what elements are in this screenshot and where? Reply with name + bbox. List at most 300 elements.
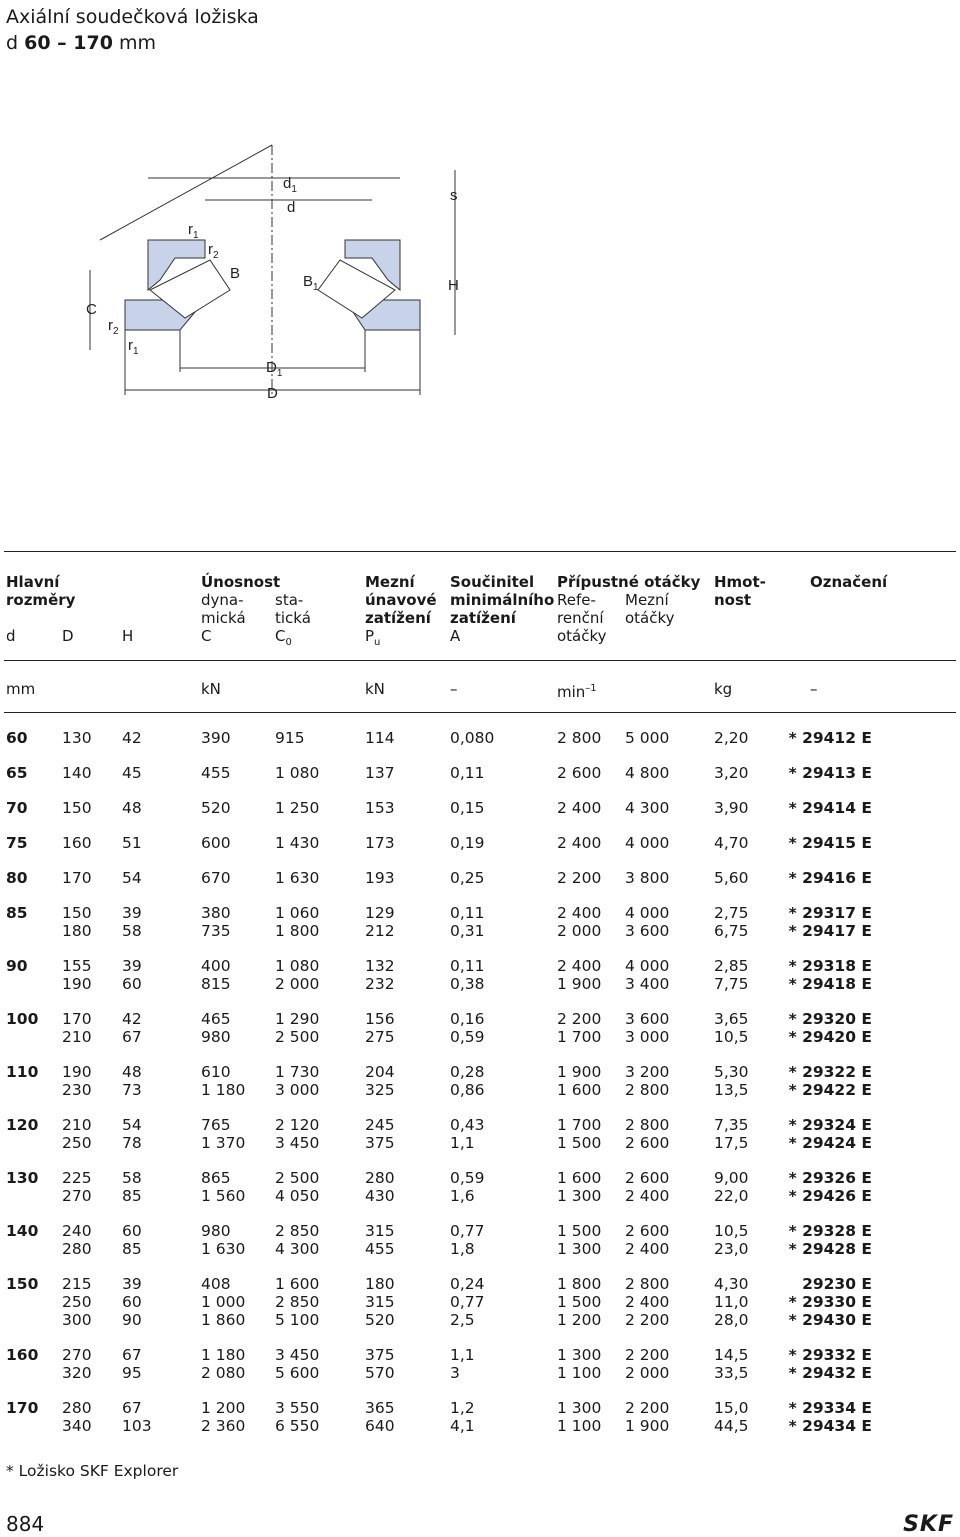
table-cell: 5 100 xyxy=(275,1311,320,1329)
table-cell: 78 xyxy=(122,1134,142,1152)
table-cell: 67 xyxy=(122,1399,142,1417)
table-row xyxy=(0,1417,960,1435)
table-row xyxy=(0,1116,960,1134)
table-row xyxy=(0,1222,960,1240)
cell-d: 170 xyxy=(6,1399,39,1417)
table-cell: 153 xyxy=(365,799,395,817)
table-cell: 170 xyxy=(62,869,92,887)
unit-kn-fatigue: kN xyxy=(365,680,385,698)
cell-designation: * 29413 E xyxy=(788,764,872,782)
table-cell: 1 300 xyxy=(557,1240,602,1258)
table-cell: 193 xyxy=(365,869,395,887)
table-cell: 2,85 xyxy=(714,957,749,975)
table-cell: 270 xyxy=(62,1187,92,1205)
hdr-speeds: Přípustné otáčky xyxy=(557,573,701,591)
table-cell: 455 xyxy=(365,1240,395,1258)
table-cell: 90 xyxy=(122,1311,142,1329)
table-cell: 1 250 xyxy=(275,799,320,817)
table-top-rule xyxy=(4,551,956,552)
cell-d: 140 xyxy=(6,1222,39,1240)
row-group xyxy=(0,1399,960,1435)
footnote: * Ložisko SKF Explorer xyxy=(6,1462,179,1480)
hdr-factor: Součinitel minimálního zatížení xyxy=(450,573,555,627)
table-cell: 980 xyxy=(201,1028,231,1046)
table-cell: 1 900 xyxy=(557,975,602,993)
table-cell: 915 xyxy=(275,729,305,747)
table-cell: 0,11 xyxy=(450,904,485,922)
table-cell: 2 200 xyxy=(625,1346,670,1364)
table-cell: 2 000 xyxy=(625,1364,670,1382)
table-cell: 0,28 xyxy=(450,1063,485,1081)
table-cell: 1,6 xyxy=(450,1187,475,1205)
table-cell: 1 100 xyxy=(557,1364,602,1382)
label-H: H xyxy=(448,277,459,294)
unit-dash-factor: – xyxy=(450,680,458,698)
table-cell: 240 xyxy=(62,1222,92,1240)
table-row xyxy=(0,1063,960,1081)
table-cell: 215 xyxy=(62,1275,92,1293)
table-cell: 280 xyxy=(62,1240,92,1258)
hdr-main-dims: Hlavní rozměry xyxy=(6,573,76,609)
table-cell: 5 600 xyxy=(275,1364,320,1382)
table-cell: 10,5 xyxy=(714,1222,749,1240)
cell-d: 85 xyxy=(6,904,28,922)
table-cell: 2 200 xyxy=(625,1399,670,1417)
table-cell: 210 xyxy=(62,1116,92,1134)
table-cell: 160 xyxy=(62,834,92,852)
cell-designation: * 29426 E xyxy=(788,1187,872,1205)
table-cell: 455 xyxy=(201,764,231,782)
table-cell: 2 200 xyxy=(557,869,602,887)
table-cell: 280 xyxy=(62,1399,92,1417)
table-cell: 48 xyxy=(122,799,142,817)
label-r2-lower: $r_2$ xyxy=(108,317,119,337)
label-B1: $B_1$ xyxy=(303,273,319,293)
cell-designation: * 29417 E xyxy=(788,922,872,940)
table-cell: 430 xyxy=(365,1187,395,1205)
table-cell: 400 xyxy=(201,957,231,975)
table-cell: 45 xyxy=(122,764,142,782)
table-cell: 180 xyxy=(62,922,92,940)
table-cell: 1 500 xyxy=(557,1222,602,1240)
table-cell: 2 000 xyxy=(557,922,602,940)
table-cell: 180 xyxy=(365,1275,395,1293)
table-cell: 130 xyxy=(62,729,92,747)
table-cell: 1 300 xyxy=(557,1187,602,1205)
cell-d: 150 xyxy=(6,1275,39,1293)
table-cell: 2 200 xyxy=(625,1311,670,1329)
table-cell: 2 850 xyxy=(275,1222,320,1240)
cell-designation: * 29430 E xyxy=(788,1311,872,1329)
page-title-block xyxy=(6,4,259,56)
table-row xyxy=(0,834,960,852)
cell-designation: * 29320 E xyxy=(788,1010,872,1028)
cell-d: 65 xyxy=(6,764,28,782)
row-group xyxy=(0,729,960,747)
table-row xyxy=(0,1010,960,1028)
table-cell: 1 370 xyxy=(201,1134,246,1152)
table-cell: 210 xyxy=(62,1028,92,1046)
cell-designation: * 29412 E xyxy=(788,729,872,747)
row-group xyxy=(0,799,960,817)
table-cell: 17,5 xyxy=(714,1134,749,1152)
sym-H: H xyxy=(122,627,134,645)
label-r2: $r_2$ xyxy=(208,241,219,261)
table-row xyxy=(0,922,960,940)
table-cell: 1 200 xyxy=(201,1399,246,1417)
table-cell: 0,15 xyxy=(450,799,485,817)
table-cell: 2 800 xyxy=(625,1275,670,1293)
table-cell: 11,0 xyxy=(714,1293,749,1311)
table-cell: 4,70 xyxy=(714,834,749,852)
row-group xyxy=(0,1063,960,1099)
table-cell: 1 300 xyxy=(557,1346,602,1364)
table-cell: 3 600 xyxy=(625,922,670,940)
cell-designation: * 29326 E xyxy=(788,1169,872,1187)
table-cell: 9,00 xyxy=(714,1169,749,1187)
table-cell: 250 xyxy=(62,1134,92,1152)
table-row xyxy=(0,1275,960,1293)
table-cell: 85 xyxy=(122,1187,142,1205)
sym-A: A xyxy=(450,627,461,645)
cell-d: 80 xyxy=(6,869,28,887)
table-cell: 520 xyxy=(201,799,231,817)
cell-designation: * 29334 E xyxy=(788,1399,872,1417)
cell-d: 70 xyxy=(6,799,28,817)
table-cell: 3 600 xyxy=(625,1010,670,1028)
table-cell: 1 080 xyxy=(275,957,320,975)
table-cell: 1 900 xyxy=(557,1063,602,1081)
table-cell: 520 xyxy=(365,1311,395,1329)
table-cell: 390 xyxy=(201,729,231,747)
table-cell: 13,5 xyxy=(714,1081,749,1099)
cell-designation: * 29330 E xyxy=(788,1293,872,1311)
hdr-fatigue: Mezní únavové zatížení xyxy=(365,573,437,627)
cell-designation: * 29324 E xyxy=(788,1116,872,1134)
table-cell: 1,1 xyxy=(450,1134,475,1152)
table-cell: 610 xyxy=(201,1063,231,1081)
table-cell: 2 400 xyxy=(625,1293,670,1311)
table-row xyxy=(0,1240,960,1258)
table-cell: 1,2 xyxy=(450,1399,475,1417)
table-cell: 1 000 xyxy=(201,1293,246,1311)
table-cell: 245 xyxy=(365,1116,395,1134)
table-cell: 375 xyxy=(365,1134,395,1152)
table-cell: 0,59 xyxy=(450,1169,485,1187)
table-cell: 2,20 xyxy=(714,729,749,747)
table-cell: 0,59 xyxy=(450,1028,485,1046)
table-cell: 28,0 xyxy=(714,1311,749,1329)
table-cell: 1 800 xyxy=(557,1275,602,1293)
cell-d: 60 xyxy=(6,729,28,747)
table-cell: 1 060 xyxy=(275,904,320,922)
table-cell: 1 860 xyxy=(201,1311,246,1329)
table-cell: 2 360 xyxy=(201,1417,246,1435)
table-cell: 15,0 xyxy=(714,1399,749,1417)
cell-designation: * 29432 E xyxy=(788,1364,872,1382)
cell-designation: * 29428 E xyxy=(788,1240,872,1258)
table-cell: 51 xyxy=(122,834,142,852)
table-cell: 44,5 xyxy=(714,1417,749,1435)
table-row xyxy=(0,1169,960,1187)
table-cell: 1 730 xyxy=(275,1063,320,1081)
table-cell: 2 800 xyxy=(625,1081,670,1099)
table-cell: 39 xyxy=(122,904,142,922)
label-D1: $D_1$ xyxy=(266,359,283,379)
cell-designation: * 29322 E xyxy=(788,1063,872,1081)
table-cell: 0,38 xyxy=(450,975,485,993)
table-row xyxy=(0,729,960,747)
table-cell: 1 200 xyxy=(557,1311,602,1329)
table-cell: 408 xyxy=(201,1275,231,1293)
table-cell: 3 400 xyxy=(625,975,670,993)
table-cell: 3 000 xyxy=(275,1081,320,1099)
table-row xyxy=(0,1364,960,1382)
table-cell: 0,86 xyxy=(450,1081,485,1099)
table-cell: 95 xyxy=(122,1364,142,1382)
table-cell: 1 800 xyxy=(275,922,320,940)
table-cell: 39 xyxy=(122,1275,142,1293)
table-cell: 190 xyxy=(62,1063,92,1081)
table-cell: 54 xyxy=(122,1116,142,1134)
hdr-mass: Hmot- nost xyxy=(714,573,766,609)
table-cell: 2 200 xyxy=(557,1010,602,1028)
cell-designation: * 29420 E xyxy=(788,1028,872,1046)
table-cell: 3,20 xyxy=(714,764,749,782)
cell-designation: * 29422 E xyxy=(788,1081,872,1099)
table-cell: 2 500 xyxy=(275,1169,320,1187)
table-cell: 365 xyxy=(365,1399,395,1417)
table-cell: 1 700 xyxy=(557,1116,602,1134)
table-row xyxy=(0,869,960,887)
cell-designation: * 29328 E xyxy=(788,1222,872,1240)
cell-designation: * 29414 E xyxy=(788,799,872,817)
hdr-stat: sta- tická xyxy=(275,591,311,627)
sym-C: C xyxy=(201,627,212,645)
unit-min: $\min^{-1}$ xyxy=(557,683,597,701)
table-cell: 315 xyxy=(365,1293,395,1311)
table-cell: 2,5 xyxy=(450,1311,475,1329)
cell-d: 130 xyxy=(6,1169,39,1187)
table-row xyxy=(0,1311,960,1329)
table-cell: 1 700 xyxy=(557,1028,602,1046)
table-cell: 1,8 xyxy=(450,1240,475,1258)
table-cell: 0,11 xyxy=(450,764,485,782)
cell-d: 100 xyxy=(6,1010,39,1028)
table-cell: 3 000 xyxy=(625,1028,670,1046)
table-cell: 2 120 xyxy=(275,1116,320,1134)
table-cell: 340 xyxy=(62,1417,92,1435)
table-cell: 250 xyxy=(62,1293,92,1311)
table-cell: 1 300 xyxy=(557,1399,602,1417)
table-cell: 0,24 xyxy=(450,1275,485,1293)
table-cell: 1 600 xyxy=(557,1081,602,1099)
cell-designation: * 29418 E xyxy=(788,975,872,993)
table-cell: 39 xyxy=(122,957,142,975)
cell-designation: * 29318 E xyxy=(788,957,872,975)
table-cell: 204 xyxy=(365,1063,395,1081)
table-cell: 173 xyxy=(365,834,395,852)
row-group xyxy=(0,764,960,782)
table-cell: 67 xyxy=(122,1028,142,1046)
table-cell: 4,1 xyxy=(450,1417,475,1435)
table-cell: 2 400 xyxy=(557,904,602,922)
table-cell: 1 080 xyxy=(275,764,320,782)
table-cell: 150 xyxy=(62,799,92,817)
table-cell: 42 xyxy=(122,1010,142,1028)
unit-dash-designation: – xyxy=(810,680,818,698)
table-cell: 3,90 xyxy=(714,799,749,817)
table-cell: 2 800 xyxy=(625,1116,670,1134)
label-r1: $r_1$ xyxy=(188,221,199,241)
page-subtitle: d 60 – 170 mm xyxy=(6,32,157,54)
row-group xyxy=(0,904,960,940)
table-cell: 1,1 xyxy=(450,1346,475,1364)
table-row xyxy=(0,975,960,993)
table-cell: 4 000 xyxy=(625,904,670,922)
table-cell: 6 550 xyxy=(275,1417,320,1435)
cell-d: 110 xyxy=(6,1063,39,1081)
table-cell: 1 180 xyxy=(201,1346,246,1364)
table-cell: 232 xyxy=(365,975,395,993)
table-cell: 2 600 xyxy=(557,764,602,782)
table-cell: 6,75 xyxy=(714,922,749,940)
table-cell: 4 000 xyxy=(625,834,670,852)
brand-logo: SKF xyxy=(903,1512,954,1537)
row-group xyxy=(0,1222,960,1258)
table-cell: 570 xyxy=(365,1364,395,1382)
label-D: D xyxy=(267,385,278,402)
table-cell: 0,77 xyxy=(450,1293,485,1311)
table-cell: 270 xyxy=(62,1346,92,1364)
table-cell: 2 500 xyxy=(275,1028,320,1046)
table-cell: 0,25 xyxy=(450,869,485,887)
table-row xyxy=(0,1134,960,1152)
table-cell: 2,75 xyxy=(714,904,749,922)
cell-designation: * 29434 E xyxy=(788,1417,872,1435)
table-cell: 85 xyxy=(122,1240,142,1258)
table-cell: 640 xyxy=(365,1417,395,1435)
table-cell: 132 xyxy=(365,957,395,975)
label-C: C xyxy=(86,301,97,318)
table-cell: 3 xyxy=(450,1364,460,1382)
table-cell: 320 xyxy=(62,1364,92,1382)
table-row xyxy=(0,764,960,782)
table-cell: 315 xyxy=(365,1222,395,1240)
table-cell: 67 xyxy=(122,1346,142,1364)
table-cell: 325 xyxy=(365,1081,395,1099)
cell-designation: * 29332 E xyxy=(788,1346,872,1364)
table-cell: 1 900 xyxy=(625,1417,670,1435)
table-cell: 4 800 xyxy=(625,764,670,782)
table-cell: 230 xyxy=(62,1081,92,1099)
table-cell: 4,30 xyxy=(714,1275,749,1293)
table-cell: 380 xyxy=(201,904,231,922)
table-cell: 103 xyxy=(122,1417,152,1435)
table-cell: 735 xyxy=(201,922,231,940)
table-cell: 3 800 xyxy=(625,869,670,887)
table-cell: 465 xyxy=(201,1010,231,1028)
row-group xyxy=(0,957,960,993)
table-cell: 58 xyxy=(122,1169,142,1187)
table-cell: 22,0 xyxy=(714,1187,749,1205)
table-cell: 1 500 xyxy=(557,1293,602,1311)
sym-d: d xyxy=(6,627,16,645)
table-cell: 4 000 xyxy=(625,957,670,975)
table-cell: 2 000 xyxy=(275,975,320,993)
table-cell: 2 600 xyxy=(625,1222,670,1240)
sym-Pu: $P_u$ xyxy=(365,627,381,648)
table-cell: 10,5 xyxy=(714,1028,749,1046)
cell-designation: * 29415 E xyxy=(788,834,872,852)
table-row xyxy=(0,1081,960,1099)
sym-D: D xyxy=(62,627,74,645)
table-cell: 5,30 xyxy=(714,1063,749,1081)
table-cell: 1 180 xyxy=(201,1081,246,1099)
table-cell: 1 430 xyxy=(275,834,320,852)
table-cell: 1 630 xyxy=(201,1240,246,1258)
table-cell: 140 xyxy=(62,764,92,782)
table-cell: 225 xyxy=(62,1169,92,1187)
table-cell: 1 290 xyxy=(275,1010,320,1028)
row-group xyxy=(0,869,960,887)
table-row xyxy=(0,1346,960,1364)
table-cell: 170 xyxy=(62,1010,92,1028)
table-cell: 2 850 xyxy=(275,1293,320,1311)
table-row xyxy=(0,1399,960,1417)
table-cell: 2 600 xyxy=(625,1169,670,1187)
table-cell: 275 xyxy=(365,1028,395,1046)
cell-d: 120 xyxy=(6,1116,39,1134)
bearing-diagram xyxy=(0,140,520,410)
table-cell: 765 xyxy=(201,1116,231,1134)
hdr-load: Únosnost xyxy=(201,573,281,591)
unit-kg: kg xyxy=(714,680,733,698)
row-group xyxy=(0,1010,960,1046)
table-cell: 0,11 xyxy=(450,957,485,975)
table-cell: 156 xyxy=(365,1010,395,1028)
label-d1: $d_1$ xyxy=(283,175,297,195)
table-cell: 3 450 xyxy=(275,1346,320,1364)
table-cell: 865 xyxy=(201,1169,231,1187)
table-cell: 300 xyxy=(62,1311,92,1329)
table-cell: 129 xyxy=(365,904,395,922)
table-row xyxy=(0,799,960,817)
page-title: Axiální soudečková ložiska xyxy=(6,6,259,28)
table-cell: 2 400 xyxy=(625,1240,670,1258)
table-cell: 7,35 xyxy=(714,1116,749,1134)
label-r1-lower: $r_1$ xyxy=(128,337,139,357)
hdr-ref: Refe- renční otáčky xyxy=(557,591,607,645)
table-cell: 54 xyxy=(122,869,142,887)
table-cell: 3,65 xyxy=(714,1010,749,1028)
row-group xyxy=(0,1346,960,1382)
table-cell: 0,77 xyxy=(450,1222,485,1240)
table-cell: 3 200 xyxy=(625,1063,670,1081)
table-cell: 2 400 xyxy=(557,834,602,852)
hdr-dyn: dyna- mická xyxy=(201,591,246,627)
table-row xyxy=(0,957,960,975)
table-cell: 3 550 xyxy=(275,1399,320,1417)
table-cell: 1 500 xyxy=(557,1134,602,1152)
table-cell: 1 630 xyxy=(275,869,320,887)
table-cell: 212 xyxy=(365,922,395,940)
table-cell: 375 xyxy=(365,1346,395,1364)
table-cell: 114 xyxy=(365,729,395,747)
table-cell: 4 300 xyxy=(275,1240,320,1258)
table-cell: 5,60 xyxy=(714,869,749,887)
cell-designation: * 29424 E xyxy=(788,1134,872,1152)
